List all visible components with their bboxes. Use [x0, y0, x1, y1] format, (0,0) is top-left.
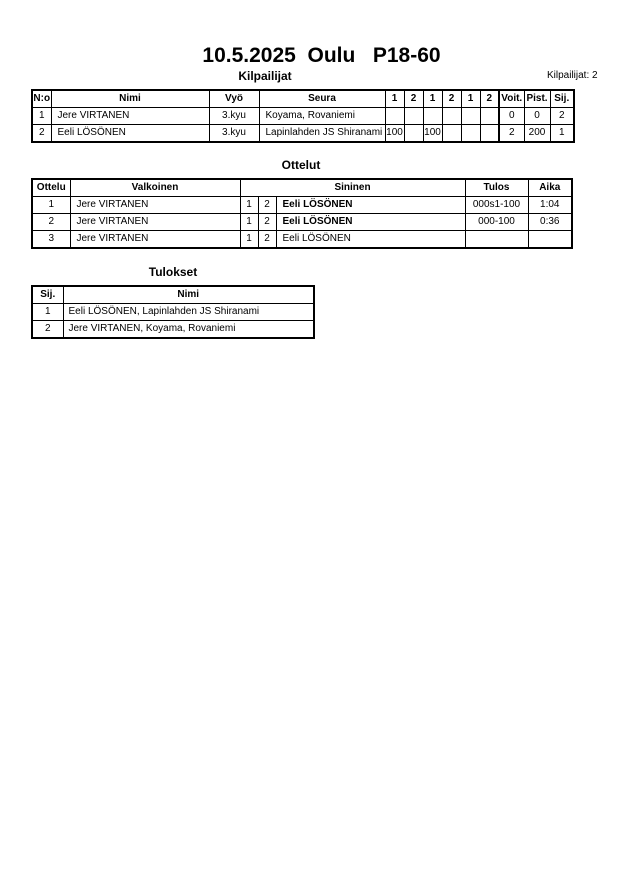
page-title: 10.5.2025 Oulu P18-60 [202, 44, 441, 67]
col-header-match: Ottelu [32, 179, 70, 197]
col-header-wins: Voit. [499, 90, 524, 108]
col-header-round: 1 [385, 90, 404, 108]
cell-score [442, 108, 461, 125]
cell-time: 0:36 [528, 214, 572, 231]
cell-score [404, 125, 423, 143]
cell-num: 2 [258, 214, 276, 231]
cell-score [423, 108, 442, 125]
col-header-result: Tulos [465, 179, 528, 197]
results-table [31, 285, 315, 339]
cell-no: 2 [32, 125, 51, 143]
cell-time [528, 231, 572, 249]
cell-score: 100 [385, 125, 404, 143]
col-header-place: Sij. [32, 286, 63, 304]
matches-heading: Ottelut [281, 158, 321, 172]
col-header-club: Seura [259, 90, 385, 108]
competitors-count: Kilpailijat: 2 [547, 70, 598, 81]
cell-score [480, 125, 499, 143]
cell-num: 2 [258, 197, 276, 214]
cell-name: Eeli LÖSÖNEN [51, 125, 209, 143]
cell-match: 1 [32, 197, 70, 214]
col-header-blue: Sininen [240, 179, 465, 197]
cell-score: 100 [423, 125, 442, 143]
cell-num: 1 [240, 231, 258, 249]
cell-match: 3 [32, 231, 70, 249]
matches-table [31, 178, 573, 249]
cell-place: 2 [32, 321, 63, 339]
cell-num: 1 [240, 214, 258, 231]
cell-white: Jere VIRTANEN [70, 197, 240, 214]
table-header-row [32, 179, 572, 197]
cell-wins: 0 [499, 108, 524, 125]
cell-place: 2 [550, 108, 574, 125]
col-header-points: Pist. [524, 90, 550, 108]
results-heading: Tulokset [148, 265, 198, 279]
cell-blue: Eeli LÖSÖNEN [276, 231, 465, 249]
table-row [32, 197, 572, 214]
table-row [32, 108, 574, 125]
cell-points: 0 [524, 108, 550, 125]
cell-score [461, 125, 480, 143]
cell-points: 200 [524, 125, 550, 143]
cell-score [442, 125, 461, 143]
cell-blue: Eeli LÖSÖNEN [276, 197, 465, 214]
table-row [32, 231, 572, 249]
col-header-round: 2 [404, 90, 423, 108]
col-header-name: Nimi [51, 90, 209, 108]
col-header-round: 1 [461, 90, 480, 108]
cell-score [461, 108, 480, 125]
col-header-round: 2 [480, 90, 499, 108]
cell-no: 1 [32, 108, 51, 125]
col-header-belt: Vyö [209, 90, 259, 108]
cell-name: Jere VIRTANEN [51, 108, 209, 125]
col-header-no: N:o [32, 90, 51, 108]
cell-club: Koyama, Rovaniemi [259, 108, 385, 125]
cell-place: 1 [32, 304, 63, 321]
cell-num: 1 [240, 197, 258, 214]
cell-name: Eeli LÖSÖNEN, Lapinlahden JS Shiranami [63, 304, 314, 321]
table-row [32, 125, 574, 143]
cell-score [385, 108, 404, 125]
col-header-round: 1 [423, 90, 442, 108]
cell-white: Jere VIRTANEN [70, 231, 240, 249]
cell-match: 2 [32, 214, 70, 231]
cell-place: 1 [550, 125, 574, 143]
col-header-round: 2 [442, 90, 461, 108]
col-header-place: Sij. [550, 90, 574, 108]
cell-score [480, 108, 499, 125]
col-header-name: Nimi [63, 286, 314, 304]
cell-time: 1:04 [528, 197, 572, 214]
cell-score [404, 108, 423, 125]
cell-blue: Eeli LÖSÖNEN [276, 214, 465, 231]
cell-result: 000s1-100 [465, 197, 528, 214]
table-header-row [32, 90, 574, 108]
competitors-table [31, 89, 575, 143]
cell-result [465, 231, 528, 249]
cell-white: Jere VIRTANEN [70, 214, 240, 231]
table-row [32, 321, 314, 339]
cell-belt: 3.kyu [209, 108, 259, 125]
col-header-time: Aika [528, 179, 572, 197]
table-header-row [32, 286, 314, 304]
cell-wins: 2 [499, 125, 524, 143]
col-header-white: Valkoinen [70, 179, 240, 197]
cell-name: Jere VIRTANEN, Koyama, Rovaniemi [63, 321, 314, 339]
cell-belt: 3.kyu [209, 125, 259, 143]
cell-result: 000-100 [465, 214, 528, 231]
cell-club: Lapinlahden JS Shiranami [259, 125, 385, 143]
cell-num: 2 [258, 231, 276, 249]
table-row [32, 214, 572, 231]
table-row [32, 304, 314, 321]
competitors-heading: Kilpailijat [238, 69, 292, 83]
